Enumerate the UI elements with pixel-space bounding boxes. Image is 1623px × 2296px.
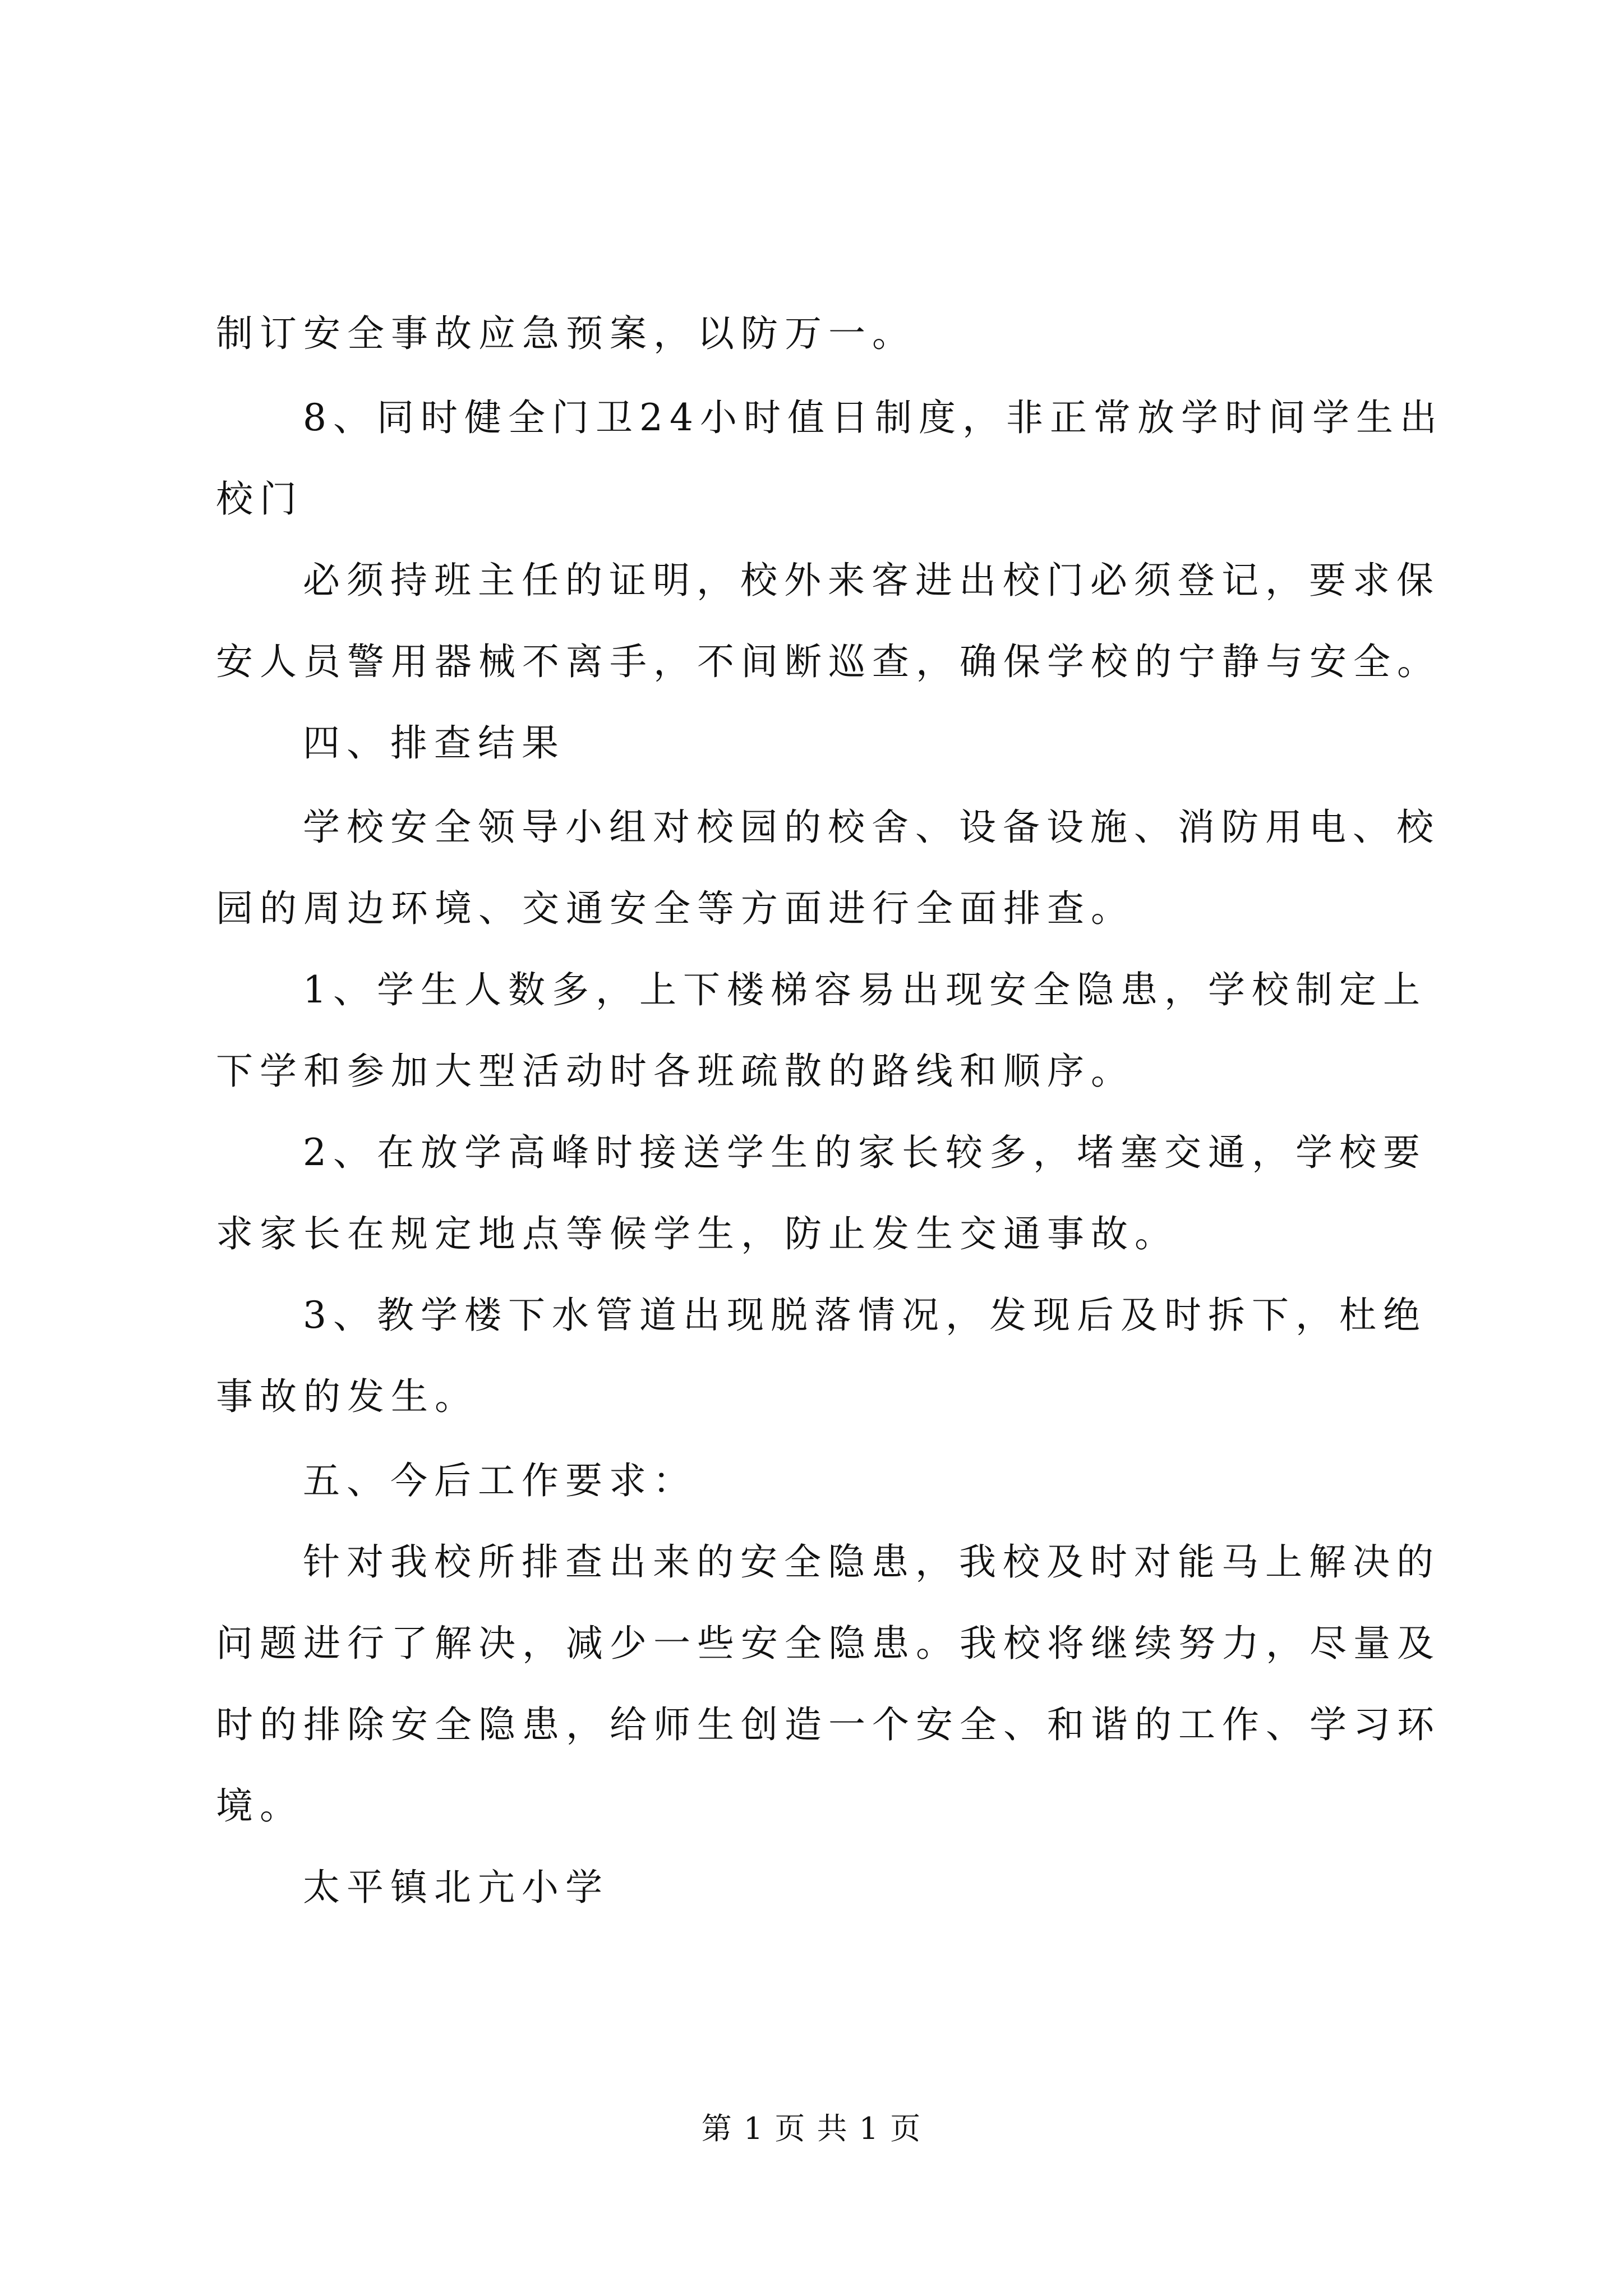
body-text-line: 时的排除安全隐患，给师生创造一个安全、和谐的工作、学习环 — [216, 1703, 1441, 1746]
body-text-line: 制订安全事故应急预案，以防万一。 — [216, 312, 916, 355]
body-text-line: 针对我校所排查出来的安全隐患，我校及时对能马上解决的 — [303, 1540, 1440, 1584]
page-footer: 第 1 页 共 1 页 — [701, 2111, 922, 2146]
body-text-line: 求家长在规定地点等候学生，防止发生交通事故。 — [216, 1212, 1178, 1255]
body-text-line: 必须持班主任的证明，校外来客进出校门必须登记，要求保 — [303, 559, 1440, 602]
body-text-line: 问题进行了解决，减少一些安全隐患。我校将继续努力，尽量及 — [216, 1622, 1441, 1665]
signature-line: 太平镇北亢小学 — [303, 1866, 609, 1909]
body-text-line: 事故的发生。 — [216, 1375, 478, 1418]
body-text-line: 1、学生人数多，上下楼梯容易出现安全隐患，学校制定上 — [303, 968, 1427, 1011]
body-text-line: 3、教学楼下水管道出现脱落情况，发现后及时拆下，杜绝 — [303, 1294, 1427, 1337]
body-text-line: 校门 — [216, 477, 303, 521]
section-heading: 四、排查结果 — [303, 721, 565, 765]
body-text-line: 8、同时健全门卫24小时值日制度，非正常放学时间学生出 — [303, 396, 1444, 439]
body-text-line: 安人员警用器械不离手，不间断巡查，确保学校的宁静与安全。 — [216, 640, 1441, 683]
body-text-line: 下学和参加大型活动时各班疏散的路线和顺序。 — [216, 1050, 1135, 1093]
body-text-line: 学校安全领导小组对校园的校舍、设备设施、消防用电、校 — [303, 806, 1440, 849]
body-text-line: 园的周边环境、交通安全等方面进行全面排查。 — [216, 887, 1135, 930]
body-text-line: 境。 — [216, 1784, 303, 1828]
body-text-line: 2、在放学高峰时接送学生的家长较多，堵塞交通，学校要 — [303, 1131, 1427, 1174]
section-heading: 五、今后工作要求： — [303, 1459, 697, 1502]
